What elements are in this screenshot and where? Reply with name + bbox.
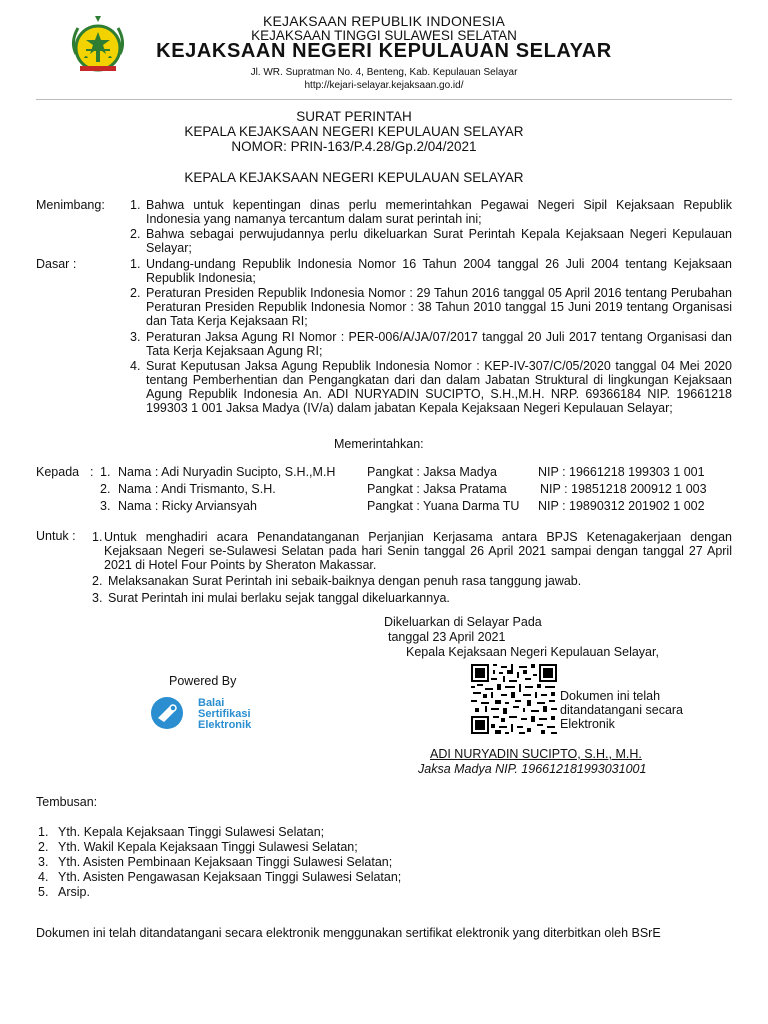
menimbang-label: Menimbang:	[36, 198, 105, 212]
footer-note: Dokumen ini telah ditandatangani secara elektronik menggunakan sertifikat elektronik yang diterbitkan oleh BSrE	[36, 926, 661, 940]
untuk-number: 2.	[92, 574, 103, 588]
kepada-row-pangkat: Pangkat : Jaksa Madya	[367, 465, 497, 479]
kepada-row-number: 1.	[100, 465, 111, 479]
issued-position: Kepala Kejaksaan Negeri Kepulauan Selayar,	[406, 645, 659, 659]
tembusan-number: 4.	[38, 870, 49, 884]
menimbang-item: Bahwa untuk kepentingan dinas perlu memerintahkan Pegawai Negeri Sipil Kejaksaan Republik Indonesia yang namanya tercantum dalam surat perintah ini;	[146, 198, 732, 226]
header-institution: KEJAKSAAN REPUBLIK INDONESIA	[262, 13, 506, 29]
doc-number: NOMOR: PRIN-163/P.4.28/Gp.2/04/2021	[231, 139, 477, 154]
dasar-number: 1.	[130, 257, 141, 271]
kepada-row-pangkat: Pangkat : Yuana Darma TU	[367, 499, 520, 513]
kepada-row-nama: Nama : Andi Trismanto, S.H.	[118, 482, 276, 496]
tembusan-item: Yth. Asisten Pembinaan Kejaksaan Tinggi Sulawesi Selatan;	[58, 855, 393, 869]
header-divider	[36, 99, 732, 100]
tembusan-item: Yth. Asisten Pengawasan Kejaksaan Tinggi Sulawesi Selatan;	[58, 870, 402, 884]
dasar-number: 2.	[130, 286, 141, 300]
bsre-brand-line: Sertifikasi	[198, 708, 251, 720]
tembusan-label: Tembusan:	[36, 795, 98, 809]
header-website[interactable]: http://kejari-selayar.kejaksaan.go.id/	[304, 80, 464, 91]
untuk-item: Surat Perintah ini mulai berlaku sejak tanggal dikeluarkannya.	[108, 591, 450, 605]
kepada-row-pangkat: Pangkat : Jaksa Pratama	[367, 482, 507, 496]
bsre-brand-line: Elektronik	[198, 719, 252, 731]
kepada-row-number: 2.	[100, 482, 111, 496]
dasar-item: Surat Keputusan Jaksa Agung Republik Indonesia Nomor : KEP-IV-307/C/05/2020 tanggal 04 Mei 2020 tentang Pemberhentian dan Pengangkatan dari dan dalam Jabatan Struktural di lingkungan Kejaksaan Agung Republik Indonesia An. ADI NURYADIN SUCIPTO, S.H.,M.H. NRP. 69366184 NIP. 19661218 199303 1 001 Jaksa Madya (IV/a) dalam jabatan Kepala Kejaksaan Negeri Kepulauan Selayar;	[146, 359, 732, 415]
header-office-name: KEJAKSAAN NEGERI KEPULAUAN SELAYAR	[156, 40, 612, 62]
bsre-brand-line: Balai	[198, 697, 225, 709]
issued-place: Dikeluarkan di Selayar Pada	[384, 615, 542, 629]
dasar-item: Peraturan Jaksa Agung RI Nomor : PER-006/A/JA/07/2017 tanggal 20 Juli 2017 tentang Organisasi dan Tata Kerja Kejaksaan Agung RI;	[146, 330, 732, 358]
untuk-label: Untuk :	[36, 529, 76, 543]
tembusan-item: Arsip.	[58, 885, 90, 899]
menimbang-item: Bahwa sebagai perwujudannya perlu dikeluarkan Surat Perintah Kepala Kejaksaan Negeri Kepulauan Selayar;	[146, 227, 732, 255]
qr-code[interactable]	[471, 664, 557, 734]
untuk-number: 1.	[92, 530, 103, 544]
menimbang-number: 1.	[130, 198, 141, 212]
kepada-colon: :	[90, 465, 94, 479]
header-address: Jl. WR. Supratman No. 4, Benteng, Kab. Kepulauan Selayar	[250, 67, 518, 78]
kepada-row-nip: NIP : 19890312 201902 1 002	[538, 499, 705, 513]
kepada-row-nip: NIP : 19851218 200912 1 003	[540, 482, 707, 496]
signer-name: ADI NURYADIN SUCIPTO, S.H., M.H.	[430, 747, 642, 761]
dasar-number: 4.	[130, 359, 141, 373]
kepada-row-nama: Nama : Adi Nuryadin Sucipto, S.H.,M.H	[118, 465, 336, 479]
kepada-row-nip: NIP : 19661218 199303 1 001	[538, 465, 705, 479]
issued-date: tanggal 23 April 2021	[388, 630, 506, 644]
bsre-brand	[198, 698, 251, 731]
doc-type: SURAT PERINTAH	[296, 109, 412, 124]
dasar-number: 3.	[130, 330, 141, 344]
dasar-label: Dasar :	[36, 257, 77, 271]
doc-issuer: KEPALA KEJAKSAAN NEGERI KEPULAUAN SELAYAR	[184, 124, 524, 139]
kepada-label: Kepada	[36, 465, 80, 479]
powered-by-label: Powered By	[169, 674, 237, 688]
tembusan-item: Yth. Kepala Kejaksaan Tinggi Sulawesi Selatan;	[58, 825, 325, 839]
untuk-item: Untuk menghadiri acara Penandatanganan Perjanjian Kerjasama antara BPJS Ketenagakerjaan dengan Kejaksaan Negeri se-Sulawesi Selatan pada hari Senin tanggal 26 April 2021 sampai dengan tanggal 27 April 2021 di Hotel Four Points by Sheraton Makassar.	[104, 530, 732, 572]
tembusan-item: Yth. Wakil Kepala Kejaksaan Tinggi Sulawesi Selatan;	[58, 840, 358, 854]
untuk-number: 3.	[92, 591, 103, 605]
e-signature-note: Dokumen ini telah ditandatangani secara Elektronik	[560, 689, 684, 731]
tembusan-number: 3.	[38, 855, 49, 869]
tembusan-number: 2.	[38, 840, 49, 854]
tembusan-number: 5.	[38, 885, 49, 899]
memerintahkan-heading: Memerintahkan:	[334, 437, 424, 451]
doc-authority: KEPALA KEJAKSAAN NEGERI KEPULAUAN SELAYAR	[184, 170, 524, 185]
bsre-logo	[150, 696, 194, 730]
kepada-row-number: 3.	[100, 499, 111, 513]
signer-rank-nip: Jaksa Madya NIP. 196612181993031001	[418, 762, 647, 776]
untuk-item: Melaksanakan Surat Perintah ini sebaik-baiknya dengan penuh rasa tanggung jawab.	[108, 574, 582, 588]
dasar-item: Undang-undang Republik Indonesia Nomor 16 Tahun 2004 tanggal 26 Juli 2004 tentang Kejaksaan Republik Indonesia;	[146, 257, 732, 285]
kepada-row-nama: Nama : Ricky Arviansyah	[118, 499, 257, 513]
menimbang-number: 2.	[130, 227, 141, 241]
header-high-office: KEJAKSAAN TINGGI SULAWESI SELATAN	[251, 28, 517, 43]
dasar-item: Peraturan Presiden Republik Indonesia Nomor : 29 Tahun 2016 tanggal 05 April 2016 tentang Perubahan Peraturan Presiden Republik Indonesia Nomor : 38 Tahun 2010 tanggal 15 Juni 2019 tentang Organisasi dan Tata Kerja Kejaksaan RI;	[146, 286, 732, 328]
tembusan-number: 1.	[38, 825, 49, 839]
